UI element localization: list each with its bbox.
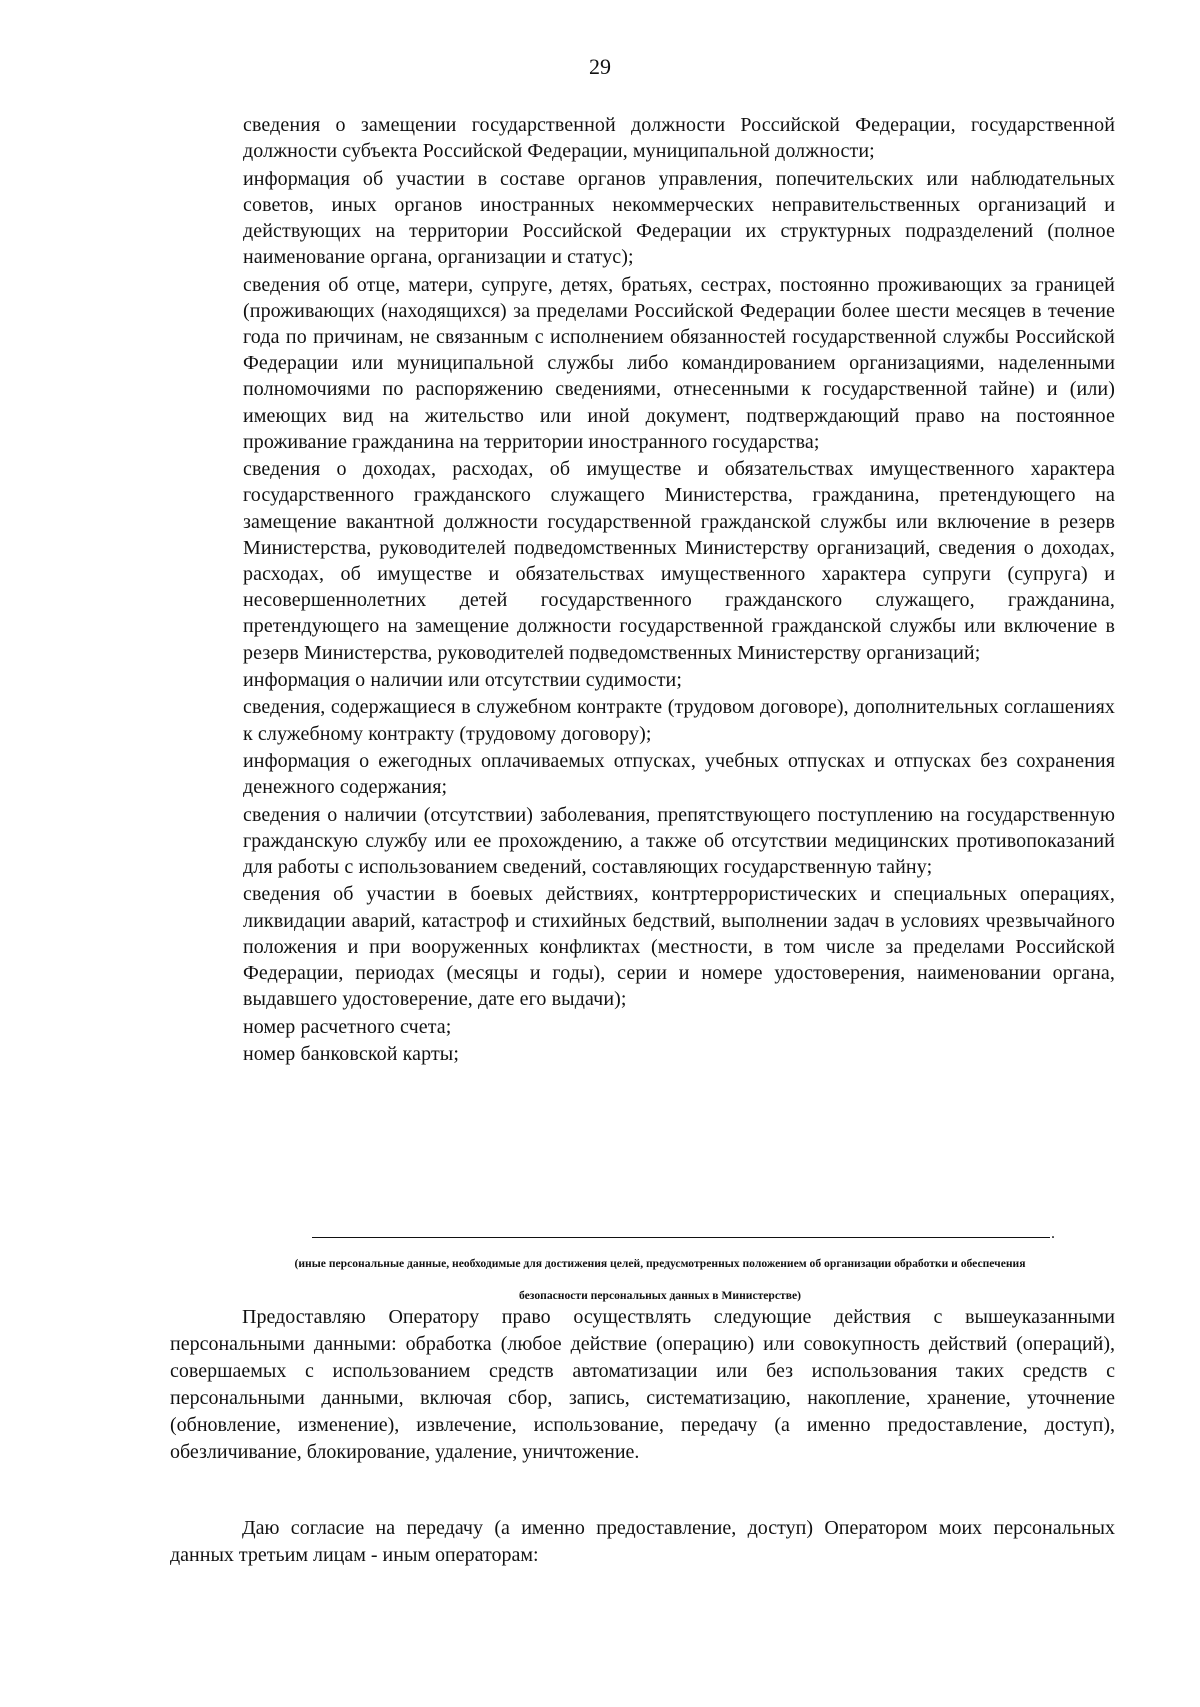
list-item: сведения, содержащиеся в служебном контракте (трудовом договоре), дополнительных соглашениях к служебному контракту (трудовому договору);	[243, 696, 1115, 745]
footnote-caption-line-1: (иные персональные данные, необходимые для достижения целей, предусмотренных положением об организации обработки и обеспечения	[294, 1257, 1026, 1270]
list-item: номер расчетного счета;	[243, 1015, 452, 1038]
list-item: информация о ежегодных оплачиваемых отпусках, учебных отпусках и отпусках без сохранения денежного содержания;	[243, 750, 1115, 799]
list-item: сведения о наличии (отсутствии) заболевания, препятствующего поступлению на государственную гражданскую службу или ее прохождению, а также об отсутствии медицинских противопоказаний для работы с использованием сведений, составляющих государственную тайну;	[243, 803, 1115, 878]
fill-in-line-dot: .	[1051, 1225, 1055, 1242]
footnote-caption-line-2: безопасности персональных данных в Министерстве)	[518, 1289, 801, 1302]
page-number: 29	[589, 54, 611, 79]
fill-in-line	[312, 1237, 1050, 1238]
list-item: сведения о замещении государственной должности Российской Федерации, государственной должности субъекта Российской Федерации, муниципальной должности;	[243, 114, 1115, 163]
list-item: сведения об участии в боевых действиях, контртеррористических и специальных операциях, ликвидации аварий, катастроф и стихийных бедствий, выполнении задач в условиях чрезвычайного положения и при вооруженных конфликтах (местности, в том числе за пределами Российской Федерации, периодах (месяцы и годы), серии и номере удостоверения, наименовании органа, выдавшего удостоверение, дате его выдачи);	[243, 883, 1115, 1011]
consent-actions-paragraph: Предоставляю Оператору право осуществлять следующие действия с вышеуказанными персональными данными: обработка (любое действие (операцию) или совокупность действий (операций), совершаемых с использованием средств автоматизации или без использования таких средств с персональными данными, включая сбор, запись, систематизацию, накопление, хранение, уточнение (обновление, изменение), извлечение, использование, передачу (а именно предоставление, доступ), обезличивание, блокирование, удаление, уничтожение.	[170, 1306, 1115, 1463]
consent-transfer-paragraph: Даю согласие на передачу (а именно предоставление, доступ) Оператором моих персональных данных третьим лицам - иным операторам:	[170, 1517, 1115, 1566]
list-item: информация о наличии или отсутствии судимости;	[243, 669, 683, 692]
list-item: информация об участии в составе органов управления, попечительских или наблюдательных советов, иных органов иностранных некоммерческих неправительственных организаций и действующих на территории Российской Федерации их структурных подразделений (полное наименование органа, организации и статус);	[243, 167, 1115, 269]
list-item: сведения об отце, матери, супруге, детях, братьях, сестрах, постоянно проживающих за границей (проживающих (находящихся) за пределами Российской Федерации более шести месяцев в течение года по причинам, не связанным с исполнением обязанностей государственной службы Российской Федерации или муниципальной службы либо командированием организациями, наделенными полномочиями по распоряжению сведениями, отнесенными к государственной тайне) и (или) имеющих вид на жительство или иной документ, подтверждающий право на постоянное проживание гражданина на территории иностранного государства;	[243, 273, 1115, 453]
list-item: номер банковской карты;	[243, 1042, 459, 1065]
footnote-caption	[200, 1248, 1120, 1312]
list-item: сведения о доходах, расходах, об имуществе и обязательствах имущественного характера государственного гражданского служащего Министерства, гражданина, претендующего на замещение вакантной должности государственной гражданской службы или включение в резерв Министерства, руководителей подведомственных Министерству организаций, сведения о доходах, расходах, об имуществе и обязательствах имущественного характера супруги (супруга) и несовершеннолетних детей государственного гражданского служащего, гражданина, претендующего на замещение должности государственной гражданской службы или включение в резерв Министерства, руководителей подведомственных Министерству организаций;	[243, 458, 1115, 664]
personal-data-list	[243, 112, 1115, 1068]
